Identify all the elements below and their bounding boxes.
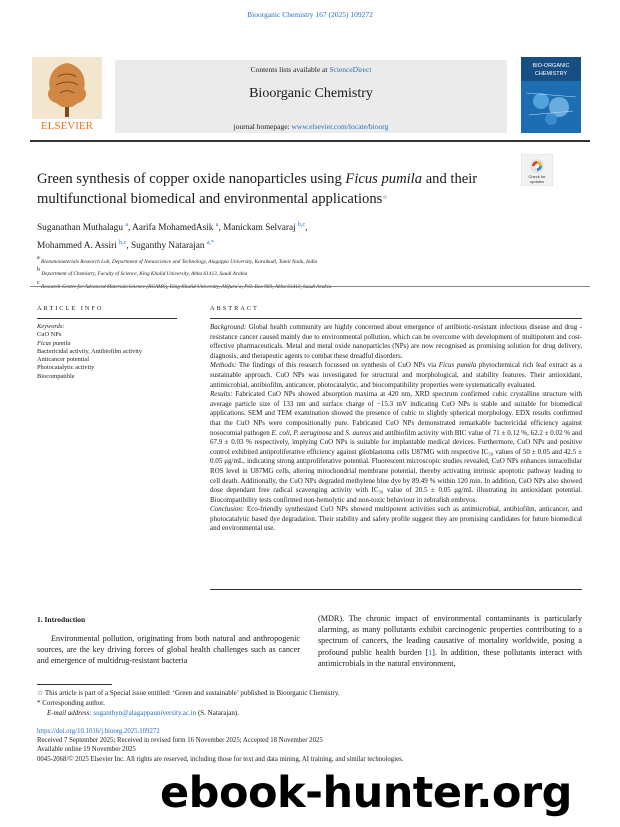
keyword-item: Biocompatible xyxy=(37,372,75,380)
publication-info xyxy=(37,727,557,764)
abstract-rule xyxy=(210,318,582,319)
title-part-1: Green synthesis of copper oxide nanoparticles using xyxy=(37,171,346,187)
keyword-item: CuO NPs xyxy=(37,331,62,339)
intro-left-column: Environmental pollution, originating from both natural and anthropogenic sources, are the key driving forces of global health challenges such as cancer and emergence of multidrug-resistant bacteria xyxy=(37,634,300,666)
author-affiliation-sup[interactable]: a,* xyxy=(206,240,215,246)
watermark-text: ebook-hunter.org xyxy=(160,768,572,818)
affiliation-item: $^b$ Department of Chemistry, Faculty of Science, King Khalid University, Abha 61413, Saudi Arabia xyxy=(37,267,248,278)
author-name[interactable]: Suganthy Natarajan xyxy=(130,241,205,251)
copyright-line: 0045-2068/© 2025 Elsevier Inc. All rights are reserved, including those for text and data mining, AI training, and similar technologies. xyxy=(37,755,404,763)
keyword-item: Bactericidal activity, Antibiofilm activity xyxy=(37,347,143,355)
article-info-rule xyxy=(37,318,177,319)
section-rule xyxy=(30,286,590,287)
abstract-background: Background: Global health community are highly concerned about emergence of antibiotic-resistant infectious disease and drug - resistance cancer caused mainly due to environmental pollution, which can be overcome with development of multipotent and cost-effective pharmaceuticals. Metal and metal oxide nanoparticles (NPs) are now recognised as promising solution for drug delivery, diagnosis, and therapeutic agents to combat these dreadful disorders. xyxy=(210,323,582,360)
keyword-item: Anticancer potential xyxy=(37,356,89,364)
keyword-item: Ficus pumila xyxy=(37,339,71,347)
crossmark-label-1: Check for xyxy=(528,174,546,179)
cover-title-2: CHEMISTRY xyxy=(534,71,568,77)
check-for-updates-badge[interactable] xyxy=(521,154,553,186)
introduction-heading: 1. Introduction xyxy=(37,615,86,624)
abstract-bottom-rule xyxy=(210,589,582,590)
keywords-label: Keywords: xyxy=(37,323,65,330)
title-star: ☆ xyxy=(382,195,388,201)
abstract-conclusion: Conclusion: Eco-friendly synthesized CuO NPs showed multipotent activities such as antimicrobial, antibiofilm, anticancer, and photocatalytic based dye degradation. Their stability and safety profile suggest they are promising candidates for future biomedical and environmental use. xyxy=(210,505,582,533)
publisher-logo-text: ELSEVIER xyxy=(41,120,93,132)
journal-cover-image xyxy=(521,57,581,133)
citation-link[interactable]: 1 xyxy=(428,647,433,657)
abstract-methods: Methods: The findings of this research focussed on synthesis of CuO NPs via Ficus pumila phytochemical rich leaf extract as a sustainable approach. CuO NPs was investigated for structural and morphological, and stability features. Their antioxidant, antimicrobial, antibiofilm, anticancer, photocatalytic, and biocompatibility properties were systematically evaluated. xyxy=(210,361,582,389)
doi-link[interactable]: https://doi.org/10.1016/j.bioorg.2025.109272 xyxy=(37,728,160,735)
header-rule xyxy=(30,140,590,142)
author-name[interactable]: Suganathan Muthalagu xyxy=(37,223,123,233)
affiliation-item: $^a$ Bionanomaterials Research Lab, Department of Nanoscience and Technology, Alagappa University, Karaikudi, Tamil Nadu, India xyxy=(37,255,318,265)
author-affiliation-sup[interactable]: a xyxy=(215,222,219,228)
affiliation-item: c xyxy=(37,279,40,286)
footnotes xyxy=(37,688,537,718)
author-name[interactable]: Mohammed A. Assiri xyxy=(37,241,117,251)
footnote-email: E-mail address: suganthyn@alagappauniversity.ac.in (S. Natarajan). xyxy=(47,709,239,717)
homepage-link[interactable]: www.elsevier.com/locate/bioorg xyxy=(291,122,389,131)
footnote-rule xyxy=(37,684,112,685)
available-online: Available online 19 November 2025 xyxy=(37,746,136,754)
abstract-results: Results: Fabricated CuO NPs showed absorption maxima at 420 nm, XRD spectrum confirmed cubic crystalline structure with average particle size of 133 nm and surface charge of −15.3 mV indicating CuO NPs is stable and suitable for biomedical applications. SEM and TEM examination showed the presence of cubic to slightly spherical morphology. EDX results confirmed that the CuO NPs were compositionally pure. Fabricated CuO NPs demonstrated remarkable bactericidal efficiency against nosocomial pathogen E. coli, P. aeruginosa and S. aureus and antibiofilm activity with BIC value of 71 ± 0.12 %, 62.2 ± 0.02 % and 67.9 ± 0.03 % respectively, implying CuO NPs is suitable for implantable medical devices. Furthermore, CuO NPs and positive control exhibited antiproliferative efficiency against glioblastoma cells U87MG with respective IC₅₀ values of 50 ± 0.05 and 42.5 ± 0.05 μg/mL, indicating strong antiproliferative potential. Fluorescent microscopic studies revealed, CuO NPs enhances intracellular ROS level in U87MG cells, altering mitochondrial membrane potential, thereby activating intrinsic apoptotic pathway leading to cell death. Additionally, the CuO NPs degraded methylene blue dye by 89.49 % within 120 min. In addition, CuO NPs also showed dose dependant free radical scavenging activity with IC₅₀ value of 20.5 ± 0.05 μg/mL illustrating its antioxidant potential. Biocompatibility tests confirmed non-hemolytic and non-toxic behaviour in zebrafish embryos. xyxy=(210,390,583,504)
author-affiliation-sup[interactable]: b,c xyxy=(297,222,306,228)
keyword-item: Photocatalytic activity xyxy=(37,364,95,372)
title-part-2: and their multifunctional biomedical and environmental applications xyxy=(37,171,478,207)
abstract-heading: ABSTRACT xyxy=(210,305,259,312)
cover-title-1: BIO-ORGANIC xyxy=(532,63,570,69)
author-affiliation-sup[interactable]: b,c xyxy=(119,240,127,246)
intro-right-column: (MDR). The chronic impact of environmental contaminants is particularly alarming, as many pollutants exhibit carcinogenic properties contributing to a spectrum of cancers, the leading causative of mortality worldwide, posing a profound public health burden [1]. In addition, these pollutants interact with antimicrobials in the natural environment, xyxy=(318,614,582,668)
homepage-line xyxy=(115,122,507,131)
contents-prefix: Contents lists available at xyxy=(250,65,328,74)
author-list: Suganathan Muthalagu $^a$, Aarifa MohamedAsik $^a$, Manickam Selvaraj $^{b,c}$, Mohammed A. Assiri $^{b,c}$, Suganthy Natarajan $^{a,*}$ xyxy=(37,222,308,251)
journal-reference-link[interactable]: Bioorganic Chemistry 167 (2025) 109272 xyxy=(247,10,373,19)
footnote-special-issue: ☆ This article is part of a Special issue entitled: ‘Green and sustainable’ published in Bioorganic Chemistry. xyxy=(37,689,340,697)
elsevier-logo xyxy=(32,57,102,132)
abstract-body xyxy=(210,323,582,534)
homepage-prefix: journal homepage: xyxy=(233,122,290,131)
author-name[interactable]: Aarifa MohamedAsik xyxy=(132,223,214,233)
journal-name: Bioorganic Chemistry xyxy=(249,86,373,101)
email-link[interactable]: suganthyn@alagappauniversity.ac.in xyxy=(93,709,197,717)
keywords-block xyxy=(37,323,187,381)
crossmark-label-2: updates xyxy=(529,179,545,184)
title-italic: Ficus pumila xyxy=(345,171,423,187)
contents-line xyxy=(115,65,507,74)
author-name[interactable]: Manickam Selvaraj xyxy=(223,223,296,233)
sciencedirect-link[interactable]: ScienceDirect xyxy=(329,65,372,74)
footnote-corresponding: * Corresponding author. xyxy=(37,699,105,707)
article-info-heading: ARTICLE INFO xyxy=(37,305,104,312)
received-dates: Received 7 September 2025; Received in revised form 16 November 2025; Accepted 18 November 2025 xyxy=(37,737,323,745)
article-title xyxy=(37,170,507,209)
author-affiliation-sup[interactable]: a xyxy=(125,222,128,228)
